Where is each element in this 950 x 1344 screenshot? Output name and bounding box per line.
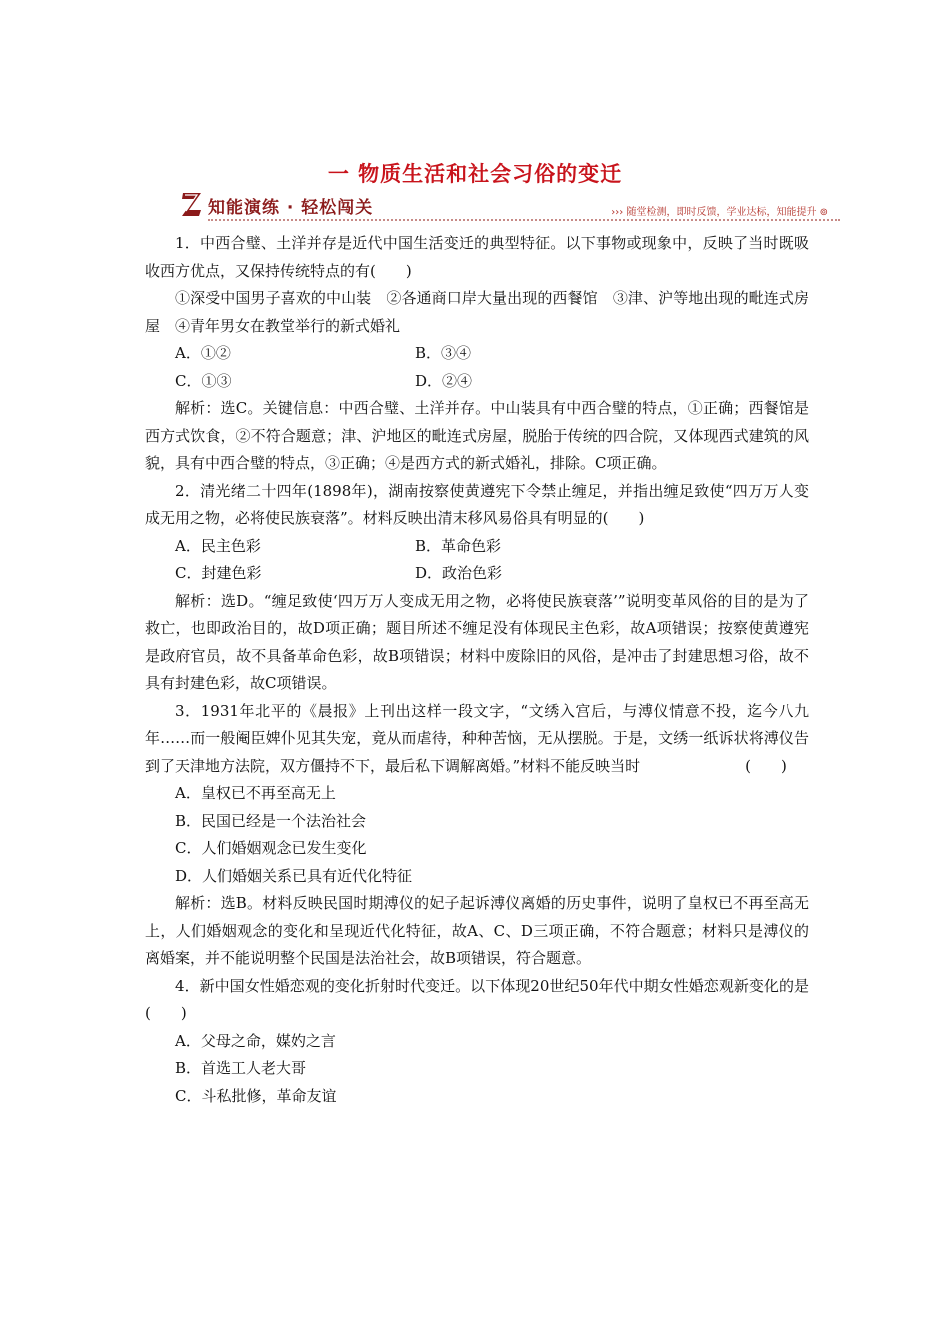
option-c: C．封建色彩 (175, 564, 262, 582)
question-4-stem: 4．新中国女性婚恋观的变化折射时代变迁。以下体现20世纪50年代中期女性婚恋观新变化的是 ( ) (145, 976, 870, 1022)
question-2-options-row-1 (145, 533, 809, 561)
option-a: A．①② (175, 344, 231, 362)
question-1-analysis: 解析：选C。关键信息：中西合璧、土洋并存。中山装具有中西合璧的特点，①正确；西餐馆是西方式饮食，②不符合题意；津、沪地区的毗连式房屋，脱胎于传统的四合院，又体现西式建筑的风貌，具有中西合璧的特点，③正确；④是西方式的新式婚礼，排除。C项正确。 (145, 399, 809, 472)
option-d: D．人们婚姻关系已具有近代化特征 (175, 866, 413, 885)
option-c: C．斗私批修，革命友谊 (175, 1086, 337, 1105)
page-title: 一 物质生活和社会习俗的变迁 (327, 162, 623, 186)
option-b: B．首选工人老大哥 (175, 1059, 307, 1077)
option-a: A．民主色彩 (175, 536, 261, 555)
option-b: B．③④ (415, 344, 472, 362)
option-b: B．民国已经是一个法治社会 (175, 811, 367, 830)
question-2-analysis: 解析：选D。“缠足致使‘四万万人变成无用之物，必将使民族衰落’”说明变革风俗的目的是为了救亡，也即政治目的，故D项正确；题目所述不缠足没有体现民主色彩，故A项错误；按察使黄遵宪是政府官员，故不具备革命色彩，故B项错误；材料中废除旧的风俗，是冲击了封建思想习俗，故不具有封建色彩，故C项错误。 (145, 591, 809, 692)
question-1-stem: 1．中西合璧、土洋并存是近代中国生活变迁的典型特征。以下事物或现象中，反映了当时既吸收西方优点，又保持传统特点的有( ) (145, 234, 809, 280)
option-d: D．②④ (415, 371, 473, 390)
option-a: A．皇权已不再至高无上 (175, 784, 336, 802)
question-1-items: ①深受中国男子喜欢的中山装 ②各通商口岸大量出现的西餐馆 ③津、沪等地出现的毗连式房屋 ④青年男女在教堂举行的新式婚礼 (145, 289, 809, 335)
question-1-options-row-1 (145, 340, 809, 368)
option-a: A．父母之命，媒妁之言 (175, 1031, 336, 1050)
banner-divider (208, 219, 840, 221)
banner-label: 知能演练 · 轻松闯关 (208, 198, 374, 218)
banner-tagline: ››› 随堂检测，即时反馈，学业达标，知能提升 ⊚ (611, 207, 828, 218)
question-1-options-row-2 (145, 368, 809, 396)
option-c: C．人们婚姻观念已发生变化 (175, 839, 367, 857)
option-b: B．革命色彩 (415, 536, 502, 555)
section-banner (180, 190, 840, 222)
question-2-stem: 2．清光绪二十四年(1898年)，湖南按察使黄遵宪下令禁止缠足，并指出缠足致使“四万万人变成无用之物，必将使民族衰落”。材料反映出清末移风易俗具有明显的( ) (145, 481, 809, 527)
question-2-options-row-2 (145, 560, 809, 588)
question-3-stem: 3．1931年北平的《晨报》上刊出这样一段文字，“文绣入宫后，与溥仪情意不投，迄今八九年……而一般阉臣婢仆见其失宠，竟从而虐待，种种苦恼，无从摆脱。于是，文绣一纸诉状将溥仪告到了天津地方法院，双方僵持不下，最后私下调解离婚。”材料不能反映当时 ( ) (145, 701, 809, 775)
option-c: C．①③ (175, 371, 232, 390)
option-d: D．政治色彩 (415, 564, 503, 582)
question-content (145, 230, 870, 1110)
z-logo-icon (180, 190, 204, 218)
question-3-analysis: 解析：选B。材料反映民国时期溥仪的妃子起诉溥仪离婚的历史事件，说明了皇权已不再至高无上，人们婚姻观念的变化和呈现近代化特征，故A、C、D三项正确，不符合题意；材料只是溥仪的离婚案，并不能说明整个民国是法治社会，故B项错误，符合题意。 (145, 894, 809, 967)
